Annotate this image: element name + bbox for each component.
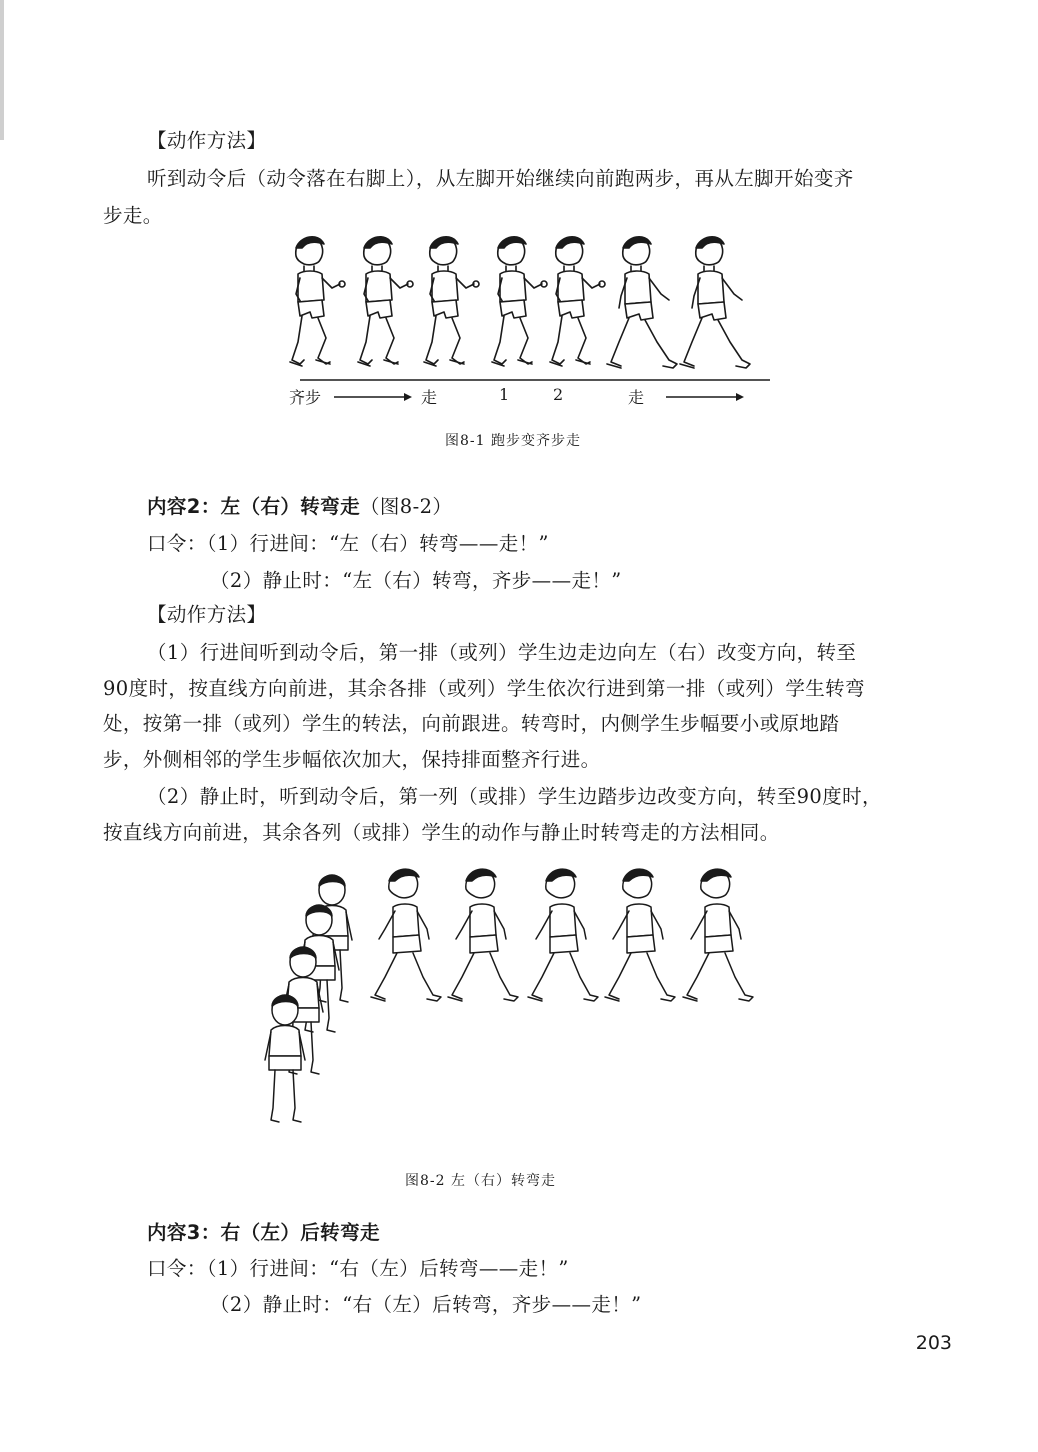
- runner-figure-1: [290, 237, 345, 366]
- figure-8-2-illustration: [255, 862, 755, 1157]
- method-heading-1: 【动作方法】: [147, 129, 267, 152]
- para1-line-1: （1）行进间听到动令后，第一排（或列）学生边走边向左（右）改变方向，转至: [147, 641, 857, 664]
- runner-figure-3: [424, 237, 479, 366]
- method-text-line-1: 听到动令后（动令落在右脚上），从左脚开始继续向前跑两步，再从左脚开始变齐: [147, 167, 854, 190]
- para2-line-2: 按直线方向前进，其余各列（或排）学生的动作与静止时转弯走的方法相同。: [103, 821, 780, 844]
- command-prefix: 口令：: [147, 532, 207, 555]
- section2-heading-text: 内容2：左（右）转弯走: [147, 495, 360, 518]
- section2-command-1: [147, 529, 549, 559]
- command-prefix: 口令：: [147, 1257, 207, 1280]
- marching-student-1: [371, 869, 441, 1001]
- arrow-icon: [334, 390, 414, 404]
- para1-line-2: 90度时，按直线方向前进，其余各排（或列）学生依次行进到第一排（或列）学生转弯: [103, 677, 865, 700]
- marching-student-2: [448, 869, 518, 1001]
- figure2-caption: 图8-2 左（右）转弯走: [405, 1173, 556, 1189]
- page-edge: [0, 0, 4, 140]
- section2-heading: [147, 492, 452, 522]
- command-text: （1）行进间：“右（左）后转弯——走！”: [206, 1257, 569, 1280]
- section2-heading-ref: （图8-2）: [359, 495, 453, 518]
- marching-student-3: [528, 869, 598, 1001]
- runner-figure-5: [550, 237, 605, 366]
- arrow-icon: [666, 390, 746, 404]
- method-text-line-2: 步走。: [103, 204, 163, 227]
- command-text: （1）行进间：“左（右）转弯——走！”: [206, 532, 549, 555]
- section3-command-1: [147, 1254, 569, 1284]
- walker-figure-1: [607, 237, 677, 368]
- para2-line-1: （2）静止时，听到动令后，第一列（或排）学生边踏步边改变方向，转至90度时，: [147, 785, 882, 808]
- runner-figure-2: [358, 237, 413, 366]
- section3-command-2: （2）静止时：“右（左）后转弯，齐步——走！”: [210, 1293, 642, 1316]
- figure-8-1-illustration: [270, 230, 790, 390]
- method-heading-2: 【动作方法】: [147, 603, 267, 626]
- section2-command-2: （2）静止时：“左（右）转弯，齐步——走！”: [210, 569, 622, 592]
- figure1-label-step2: 2: [553, 385, 564, 404]
- figure1-label-start: 齐步: [289, 388, 322, 407]
- walker-figure-2: [680, 237, 750, 368]
- marching-student-4: [605, 869, 675, 1001]
- para1-line-3: 处，按第一排（或列）学生的转法，向前跟进。转弯时，内侧学生步幅要小或原地踏: [103, 712, 840, 735]
- figure1-caption: 图8-1 跑步变齐步走: [445, 433, 581, 449]
- marching-student-5: [683, 869, 753, 1001]
- para1-line-4: 步，外侧相邻的学生步幅依次加大，保持排面整齐行进。: [103, 748, 601, 771]
- figure1-label-step1: 1: [499, 385, 510, 404]
- page-number: 203: [915, 1332, 952, 1354]
- figure1-label-walk1: 走: [421, 388, 438, 407]
- runner-figure-4: [492, 237, 547, 366]
- figure1-label-walk2: 走: [628, 388, 645, 407]
- section3-heading: 内容3：右（左）后转弯走: [147, 1221, 380, 1244]
